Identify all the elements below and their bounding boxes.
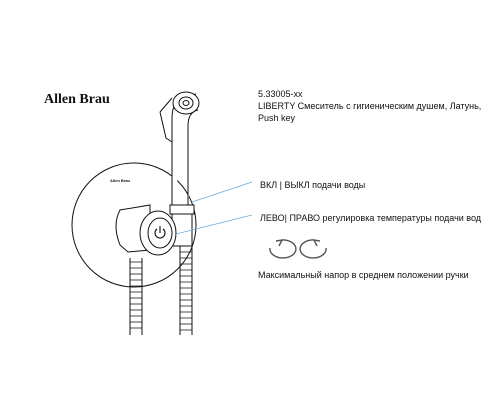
product-description-line-2: Push key — [258, 113, 296, 123]
max-pressure-note: Максимальный напор в среднем положении ручки — [258, 270, 469, 280]
leader-on-off — [192, 182, 252, 202]
product-code: 5.33005-xx — [258, 89, 303, 99]
rotate-right-icon — [300, 240, 326, 258]
rotate-left-icon — [270, 240, 296, 258]
temperature-callout: ЛЕВО| ПРАВО регулировка температуры подачи вод — [260, 213, 482, 223]
plate-label: Allen Brau — [110, 178, 131, 183]
product-description: LIBERTY Смеситель с гигиеническим душем, Латунь, — [258, 101, 482, 111]
brand-name: Allen Brau — [44, 92, 110, 107]
on-off-callout: ВКЛ | ВЫКЛ подачи воды — [260, 180, 366, 190]
